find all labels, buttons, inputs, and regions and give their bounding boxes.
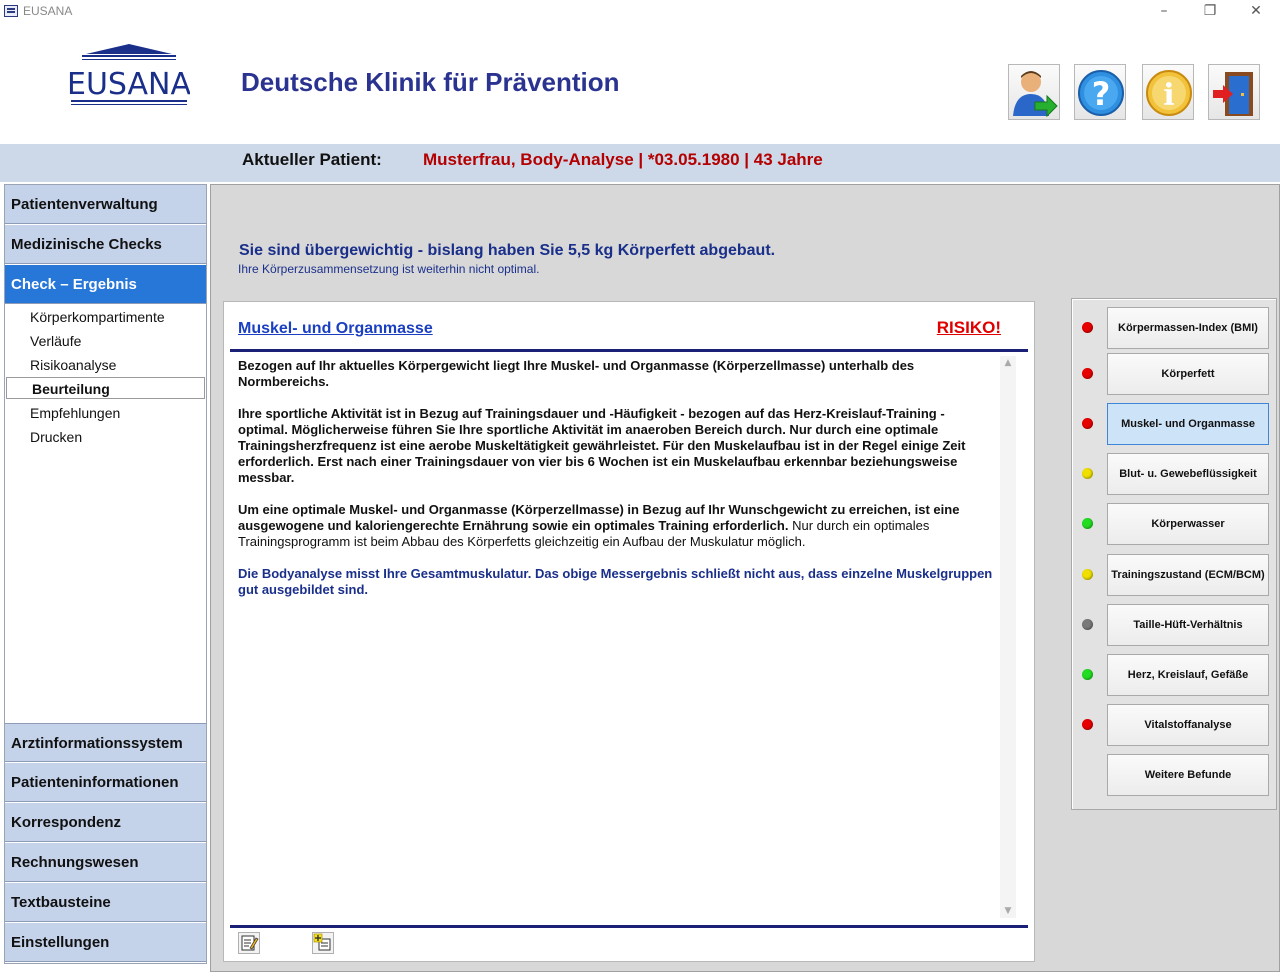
help-icon bbox=[1077, 68, 1125, 118]
nav-korrespondenz[interactable]: Korrespondenz bbox=[5, 803, 206, 842]
info-icon bbox=[1145, 68, 1193, 118]
sub-item-empfehlungen[interactable]: Empfehlungen bbox=[30, 405, 121, 421]
status-button-vitalstoff[interactable]: Vitalstoffanalyse bbox=[1107, 704, 1269, 746]
minimize-button[interactable]: – bbox=[1160, 3, 1168, 19]
scroll-down-icon[interactable]: ▼ bbox=[1004, 906, 1012, 916]
status-row-weitere-befunde bbox=[1072, 754, 1276, 796]
svg-text:i: i bbox=[1163, 78, 1175, 113]
nav-einstellungen[interactable]: Einstellungen bbox=[5, 923, 206, 962]
paragraph-3 bbox=[238, 502, 998, 550]
scroll-up-icon[interactable]: ▲ bbox=[1004, 358, 1012, 368]
info-button[interactable] bbox=[1142, 64, 1194, 120]
nav-check-ergebnis[interactable]: Check – Ergebnis bbox=[5, 265, 206, 304]
nav-patientenverwaltung[interactable]: Patientenverwaltung bbox=[5, 185, 206, 224]
section-title[interactable]: Muskel- und Organmasse bbox=[238, 320, 433, 337]
status-button-gewebefluessigkeit[interactable]: Blut- u. Gewebeflüssigkeit bbox=[1107, 453, 1269, 495]
user-arrow-icon bbox=[1011, 68, 1059, 118]
status-dot bbox=[1082, 518, 1093, 529]
eusana-logo bbox=[68, 42, 190, 110]
bottom-divider bbox=[230, 925, 1028, 928]
nav-rechnungswesen[interactable]: Rechnungswesen bbox=[5, 843, 206, 882]
sub-item-risikoanalyse[interactable]: Risikoanalyse bbox=[30, 357, 117, 373]
status-dot bbox=[1082, 368, 1093, 379]
risk-label: RISIKO! bbox=[936, 318, 1001, 337]
text-scrollbar[interactable] bbox=[1000, 356, 1016, 918]
status-button-trainingszustand[interactable]: Trainingszustand (ECM/BCM) bbox=[1107, 554, 1269, 596]
switch-user-button[interactable] bbox=[1008, 64, 1060, 120]
sub-item-verlaeufe[interactable]: Verläufe bbox=[30, 333, 82, 349]
nav-textbausteine[interactable]: Textbausteine bbox=[5, 883, 206, 922]
paragraph-1: Bezogen auf Ihr aktuelles Körpergewicht liegt Ihre Muskel- und Organmasse (Körperzellmasse) unterhalb des Normbereichs. bbox=[238, 358, 915, 389]
status-dot bbox=[1082, 569, 1093, 580]
exit-door-icon bbox=[1211, 68, 1259, 118]
status-dot bbox=[1082, 719, 1093, 730]
status-dot bbox=[1082, 619, 1093, 630]
top-divider bbox=[230, 349, 1028, 352]
patient-label: Aktueller Patient: bbox=[242, 150, 382, 169]
assessment-text[interactable] bbox=[238, 358, 998, 614]
status-button-weitere-befunde[interactable]: Weitere Befunde bbox=[1107, 754, 1269, 796]
svg-text:?: ? bbox=[1091, 75, 1111, 113]
status-row-koerperfett bbox=[1072, 353, 1276, 395]
logo-text: EUSANA bbox=[68, 67, 190, 102]
result-headline: Sie sind übergewichtig - bislang haben Sie 5,5 kg Körperfett abgebaut. bbox=[239, 242, 776, 259]
status-dot bbox=[1082, 418, 1093, 429]
paragraph-4: Die Bodyanalyse misst Ihre Gesamtmuskulatur. Das obige Messergebnis schließt nicht aus, dass einzelne Muskelgruppen gut ausgebildet sind. bbox=[238, 566, 993, 597]
patient-value: Musterfrau, Body-Analyse | *03.05.1980 | 43 Jahre bbox=[423, 150, 823, 169]
sub-item-beurteilung[interactable]: Beurteilung bbox=[6, 377, 205, 399]
window-title: EUSANA bbox=[23, 4, 73, 18]
nav-patienteninformationen[interactable]: Patienteninformationen bbox=[5, 763, 206, 802]
window-titlebar bbox=[0, 0, 1280, 24]
status-button-herz-kreislauf[interactable]: Herz, Kreislauf, Gefäße bbox=[1107, 654, 1269, 696]
edit-note-icon bbox=[239, 933, 259, 953]
add-item-button[interactable] bbox=[312, 932, 334, 954]
status-dot bbox=[1082, 322, 1093, 333]
status-button-bmi[interactable]: Körpermassen-Index (BMI) bbox=[1107, 307, 1269, 349]
patient-bar bbox=[0, 144, 1280, 182]
assessment-panel bbox=[223, 301, 1035, 962]
status-dot bbox=[1082, 669, 1093, 680]
paragraph-3-bold: Um eine optimale Muskel- und Organmasse (Körperzellmasse) in Bezug auf Ihr Wunschgewicht zu erreichen, ist eine ausgewogene und kaloriengerechte Ernährung sowie ein optimales Training erforderlich. bbox=[238, 502, 960, 533]
status-button-muskelmasse[interactable]: Muskel- und Organmasse bbox=[1107, 403, 1269, 445]
logo-graphic bbox=[68, 42, 190, 110]
status-panel bbox=[1071, 298, 1277, 810]
app-icon bbox=[4, 5, 18, 17]
edit-note-button[interactable] bbox=[238, 932, 260, 954]
help-button[interactable] bbox=[1074, 64, 1126, 120]
close-button[interactable]: ✕ bbox=[1250, 3, 1262, 19]
sidebar bbox=[4, 184, 207, 964]
nav-medizinische-checks[interactable]: Medizinische Checks bbox=[5, 225, 206, 264]
status-dot bbox=[1082, 468, 1093, 479]
paragraph-3-normal: Nur durch ein optimales Trainingsprogramm ist beim Abbau des Körperfetts gleichzeitig ein Aufbau der Muskulatur möglich. bbox=[238, 518, 930, 549]
status-button-koerperwasser[interactable]: Körperwasser bbox=[1107, 503, 1269, 545]
status-row-trainingszustand bbox=[1072, 554, 1276, 596]
status-button-koerperfett[interactable]: Körperfett bbox=[1107, 353, 1269, 395]
sub-item-koerperkompartimente[interactable]: Körperkompartimente bbox=[30, 309, 165, 325]
nav-arztinformationssystem[interactable]: Arztinformationssystem bbox=[5, 723, 206, 762]
exit-button[interactable] bbox=[1208, 64, 1260, 120]
status-row-muskelmasse bbox=[1072, 403, 1276, 445]
paragraph-2: Ihre sportliche Aktivität ist in Bezug auf Trainingsdauer und -Häufigkeit - bezogen auf das Herz-Kreislauf-Training - optimal. Möglicherweise führen Sie Ihre sportliche Aktivität im anaeroben Bereich durch. Nur durch eine optimale Trainingsherzfrequenz ist eine aerobe Muskeltätigkeit gewährleistet. Für den Muskelaufbau ist in der Regel einige Zeit erforderlich. Erst nach einer Trainingsdauer von vier bis 6 Wochen ist ein Muskelaufbau erkennbar beziehungsweise messbar. bbox=[238, 406, 966, 485]
result-subline: Ihre Körperzusammensetzung ist weiterhin nicht optimal. bbox=[238, 262, 540, 276]
status-row-bmi bbox=[1072, 307, 1276, 349]
status-row-vitalstoff bbox=[1072, 704, 1276, 746]
status-row-koerperwasser bbox=[1072, 503, 1276, 545]
app-header bbox=[0, 24, 1280, 144]
status-row-herz-kreislauf bbox=[1072, 654, 1276, 696]
add-item-icon bbox=[313, 933, 333, 953]
status-button-taille-hueft[interactable]: Taille-Hüft-Verhältnis bbox=[1107, 604, 1269, 646]
status-row-taille-hueft bbox=[1072, 604, 1276, 646]
sub-item-drucken[interactable]: Drucken bbox=[30, 429, 83, 445]
status-row-gewebefluessigkeit bbox=[1072, 453, 1276, 495]
clinic-title: Deutsche Klinik für Prävention bbox=[241, 67, 620, 97]
restore-button[interactable]: ❐ bbox=[1203, 3, 1217, 19]
main-area bbox=[210, 184, 1280, 972]
